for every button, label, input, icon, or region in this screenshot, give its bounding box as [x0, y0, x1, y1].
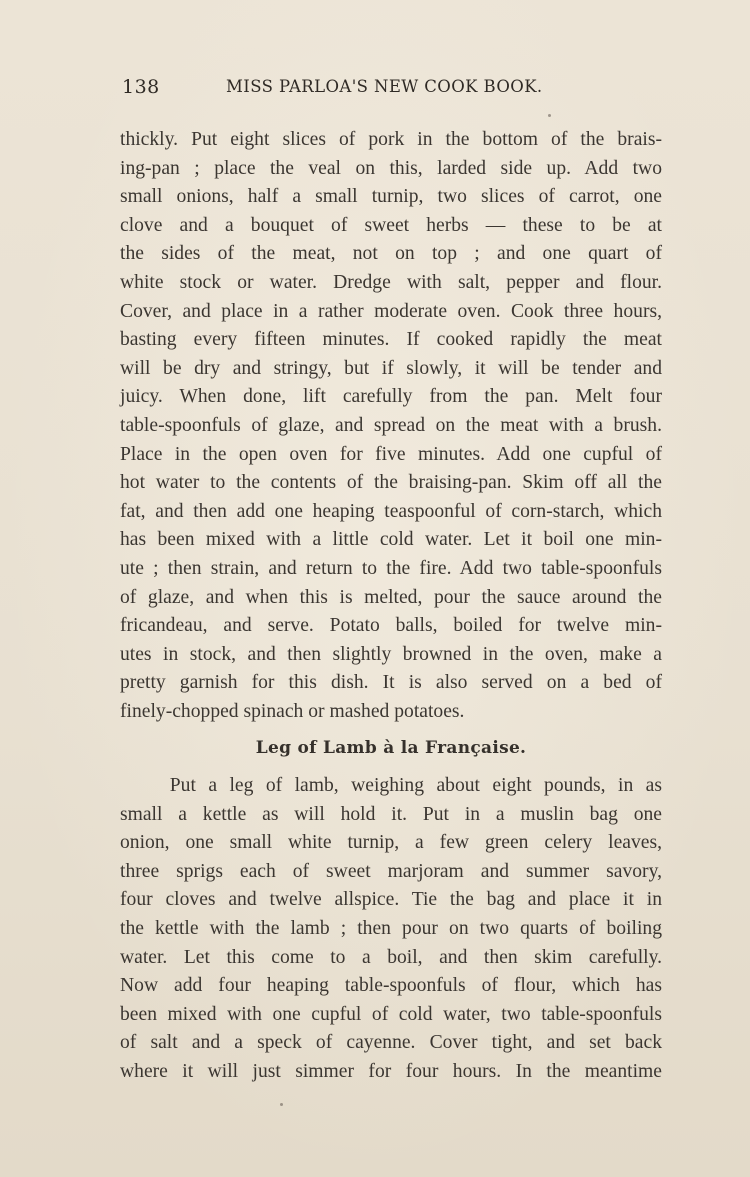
running-head	[122, 76, 662, 104]
text-line: onion, one small white turnip, a few green celery leaves,	[120, 832, 662, 854]
text-line: the kettle with the lamb ; then pour on two quarts of boiling	[120, 917, 662, 939]
text-line: will be dry and stringy, but if slowly, it will be tender and	[120, 357, 662, 379]
text-line: Cover, and place in a rather moderate oven. Cook three hours,	[120, 300, 662, 322]
text-line: white stock or water. Dredge with salt, pepper and flour.	[120, 271, 662, 293]
text-line: utes in stock, and then slightly browned in the oven, make a	[120, 643, 662, 665]
text-line: Place in the open oven for five minutes. Add one cupful of	[120, 443, 662, 465]
text-line: pretty garnish for this dish. It is also served on a bed of	[120, 672, 662, 694]
text-line: basting every fifteen minutes. If cooked rapidly the meat	[120, 329, 662, 351]
text-line: three sprigs each of sweet marjoram and summer savory,	[120, 860, 662, 882]
text-line: small onions, half a small turnip, two slices of carrot, one	[120, 186, 662, 208]
paragraph-leg-of-lamb	[120, 772, 662, 1087]
text-line: Now add four heaping table-spoonfuls of flour, which has	[120, 975, 662, 997]
text-line: hot water to the contents of the braising-pan. Skim off all the	[120, 472, 662, 494]
text-line: small a kettle as will hold it. Put in a muslin bag one	[120, 803, 662, 825]
text-line: clove and a bouquet of sweet herbs — these to be at	[120, 214, 662, 236]
text-line: Put a leg of lamb, weighing about eight pounds, in as	[120, 775, 662, 796]
paper-speck	[548, 114, 551, 117]
text-line: the sides of the meat, not on top ; and one quart of	[120, 243, 662, 265]
text-line: been mixed with one cupful of cold water, two table-spoonfuls	[120, 1003, 662, 1025]
paper-speck	[280, 1103, 283, 1106]
text-line: ing-pan ; place the veal on this, larded side up. Add two	[120, 157, 662, 179]
text-line: table-spoonfuls of glaze, and spread on the meat with a brush.	[120, 414, 662, 436]
text-line: four cloves and twelve allspice. Tie the bag and place it in	[120, 889, 662, 911]
page-number: 138	[122, 76, 160, 98]
text-line: ute ; then strain, and return to the fire. Add two table-spoonfuls	[120, 557, 662, 579]
text-line: has been mixed with a little cold water. Let it boil one min-	[120, 529, 662, 551]
text-line: thickly. Put eight slices of pork in the bottom of the brais-	[120, 129, 662, 150]
text-line: of glaze, and when this is melted, pour the sauce around the	[120, 586, 662, 608]
text-line: fat, and then add one heaping teaspoonful of corn-starch, which	[120, 500, 662, 522]
section-heading: Leg of Lamb à la Française.	[255, 738, 527, 758]
text-line: where it will just simmer for four hours. In the meantime	[120, 1060, 662, 1082]
paragraph-fricandeau-continued	[120, 126, 662, 726]
text-line: of salt and a speck of cayenne. Cover tight, and set back	[120, 1032, 662, 1054]
text-line: fricandeau, and serve. Potato balls, boiled for twelve min-	[120, 615, 662, 637]
text-line: water. Let this come to a boil, and then skim carefully.	[120, 946, 662, 968]
text-line: juicy. When done, lift carefully from the pan. Melt four	[120, 386, 662, 408]
text-line: finely-chopped spinach or mashed potatoes.	[120, 700, 465, 722]
running-title: MISS PARLOA'S NEW COOK BOOK.	[226, 77, 543, 96]
